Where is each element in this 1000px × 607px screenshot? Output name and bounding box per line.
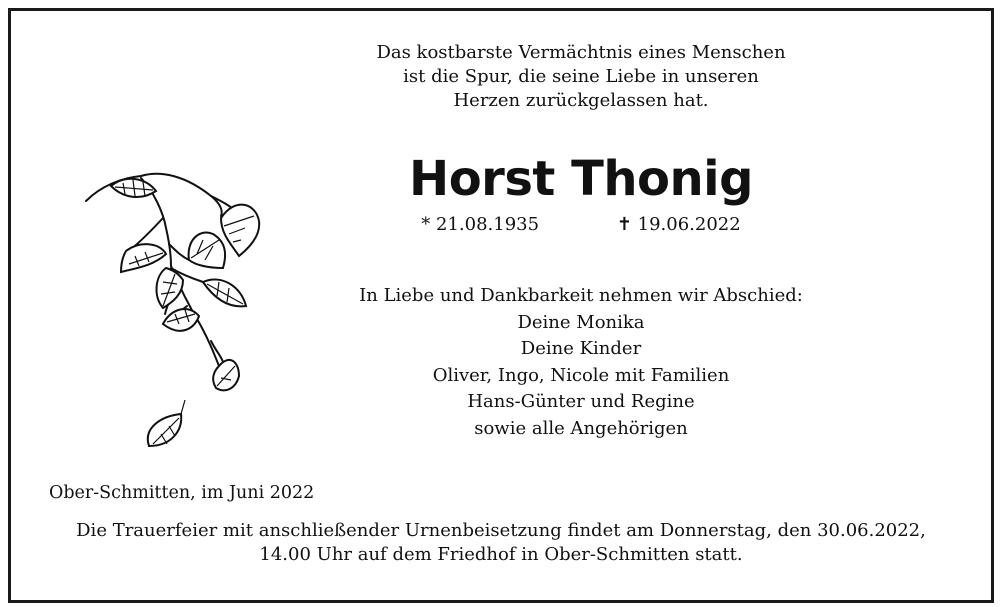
mourner-name: Deine Monika bbox=[517, 311, 645, 333]
mourner-name: Deine Kinder bbox=[520, 338, 642, 359]
farewell-intro: In Liebe und Dankbarkeit nehmen wir Abschied: bbox=[359, 285, 803, 306]
mourner-name: Hans-Günter und Regine bbox=[467, 391, 695, 412]
quote-line: Herzen zurückgelassen hat. bbox=[453, 90, 709, 111]
mourner-name: sowie alle Angehörigen bbox=[474, 417, 688, 439]
place-and-date: Ober-Schmitten, im Juni 2022 bbox=[49, 483, 315, 503]
funeral-service-info bbox=[11, 519, 991, 567]
quote-line: Das kostbarste Vermächtnis eines Menschen bbox=[376, 42, 786, 63]
deceased-name: Horst Thonig bbox=[409, 151, 753, 207]
birth-date: * 21.08.1935 bbox=[421, 214, 540, 235]
birch-branch-icon bbox=[71, 156, 271, 466]
memorial-quote bbox=[311, 41, 851, 113]
quote-line: ist die Spur, die seine Liebe in unseren bbox=[403, 66, 759, 87]
obituary-notice bbox=[8, 8, 994, 603]
mourner-name: Oliver, Ingo, Nicole mit Familien bbox=[432, 364, 730, 386]
life-dates bbox=[311, 213, 851, 237]
service-line: Die Trauerfeier mit anschließender Urnenbeisetzung findet am Donnerstag, den 30.06.2022, bbox=[76, 520, 926, 541]
service-line: 14.00 Uhr auf dem Friedhof in Ober-Schmitten statt. bbox=[259, 544, 743, 565]
death-date: ✝ 19.06.2022 bbox=[616, 214, 741, 235]
mourners-list bbox=[311, 283, 851, 442]
